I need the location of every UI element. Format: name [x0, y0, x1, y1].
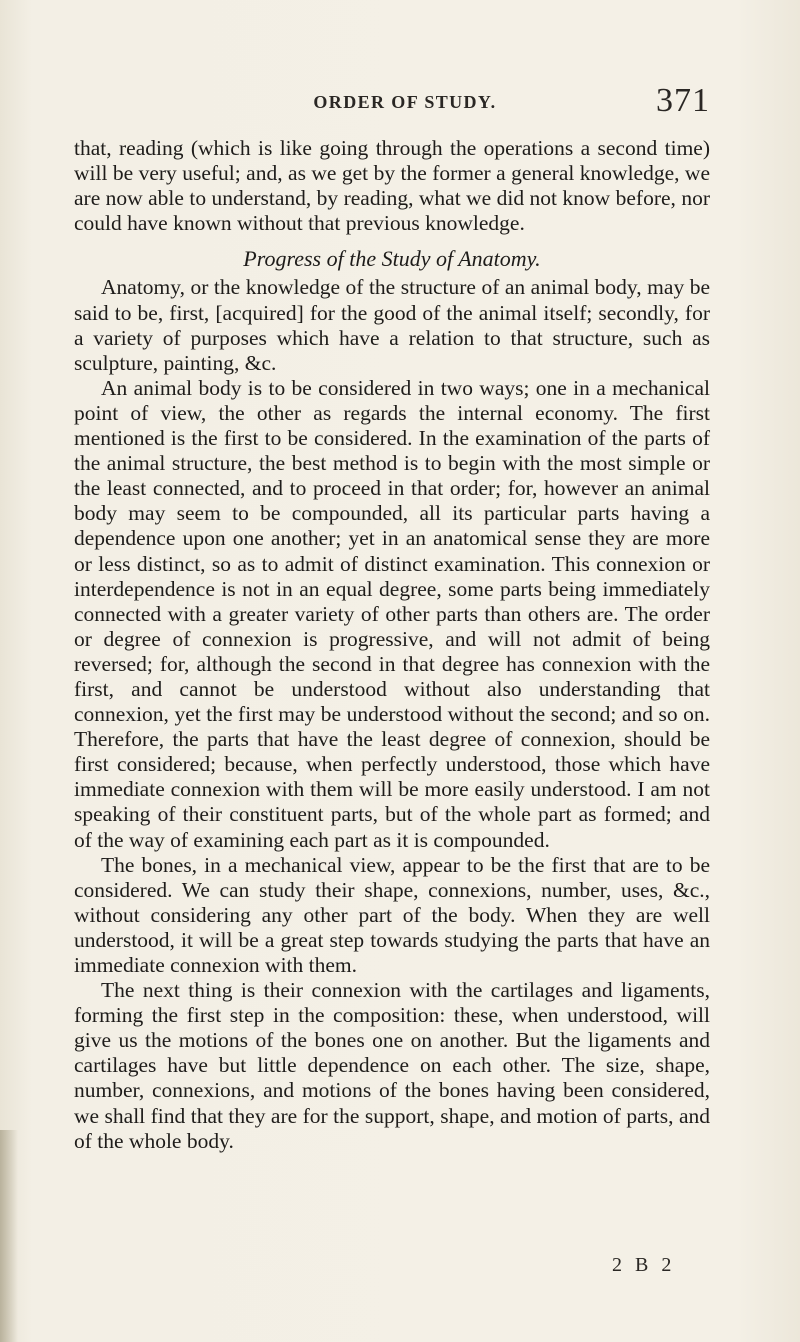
running-head	[100, 82, 710, 122]
page-number: 371	[656, 82, 710, 119]
continued-paragraph: that, reading (which is like going through the operations a second time) will be very useful; and, as we get by the former a general knowledge, we are now able to understand, by reading, what we did not know before, nor could have known without that previous knowledge.	[74, 136, 710, 236]
section-heading: Progress of the Study of Anatomy.	[243, 246, 541, 272]
running-title: ORDER OF STUDY.	[313, 92, 497, 112]
paragraph-anatomy-definition: Anatomy, or the knowledge of the structure of an animal body, may be said to be, first, [acquired] for the good of the animal itself; secondly, for a variety of purposes which have a relation to that structure, such as sculpture, painting, &c.	[74, 275, 710, 375]
paragraph-cartilages-ligaments: The next thing is their connexion with the cartilages and ligaments, forming the first step in the composition: these, when understood, will give us the motions of the bones one on another. But the ligaments and cartilages have but little dependence on each other. The size, shape, number, connexions, and motions of the bones having been considered, we shall find that they are for the support, shape, and motion of parts, and of the whole body.	[74, 978, 710, 1153]
signature-mark: 2 B 2	[612, 1254, 676, 1276]
gutter-shadow	[0, 1130, 18, 1342]
body-text	[74, 136, 710, 1154]
paragraph-animal-body: An animal body is to be considered in two ways; one in a mechanical point of view, the other as regards the internal economy. The first mentioned is the first to be considered. In the examination of the parts of the animal structure, the best method is to begin with the most simple or the least connected, and to proceed in that order; for, however an animal body may seem to be compounded, all its particular parts having a dependence upon one another; yet in an anatomical sense they are more or less distinct, so as to admit of distinct examination. This connexion or interdependence is not in an equal degree, some parts being immediately connected with a greater variety of other parts than others are. The order or degree of connexion is progressive, and will not admit of being reversed; for, although the second in that degree has connexion with the first, and cannot be understood without also understanding that connexion, yet the first may be understood without the second; and so on. Therefore, the parts that have the least degree of connexion, should be first considered; because, when perfectly understood, those which have immediate connexion with them will be more easily understood. I am not speaking of their constituent parts, but of the whole part as formed; and of the way of examining each part as it is compounded.	[74, 375, 710, 852]
paragraph-bones: The bones, in a mechanical view, appear to be the first that are to be considered. We can study their shape, connexions, number, uses, &c., without considering any other part of the body. When they are well understood, it will be a great step towards studying the parts that have an immediate connexion with them.	[74, 852, 710, 977]
